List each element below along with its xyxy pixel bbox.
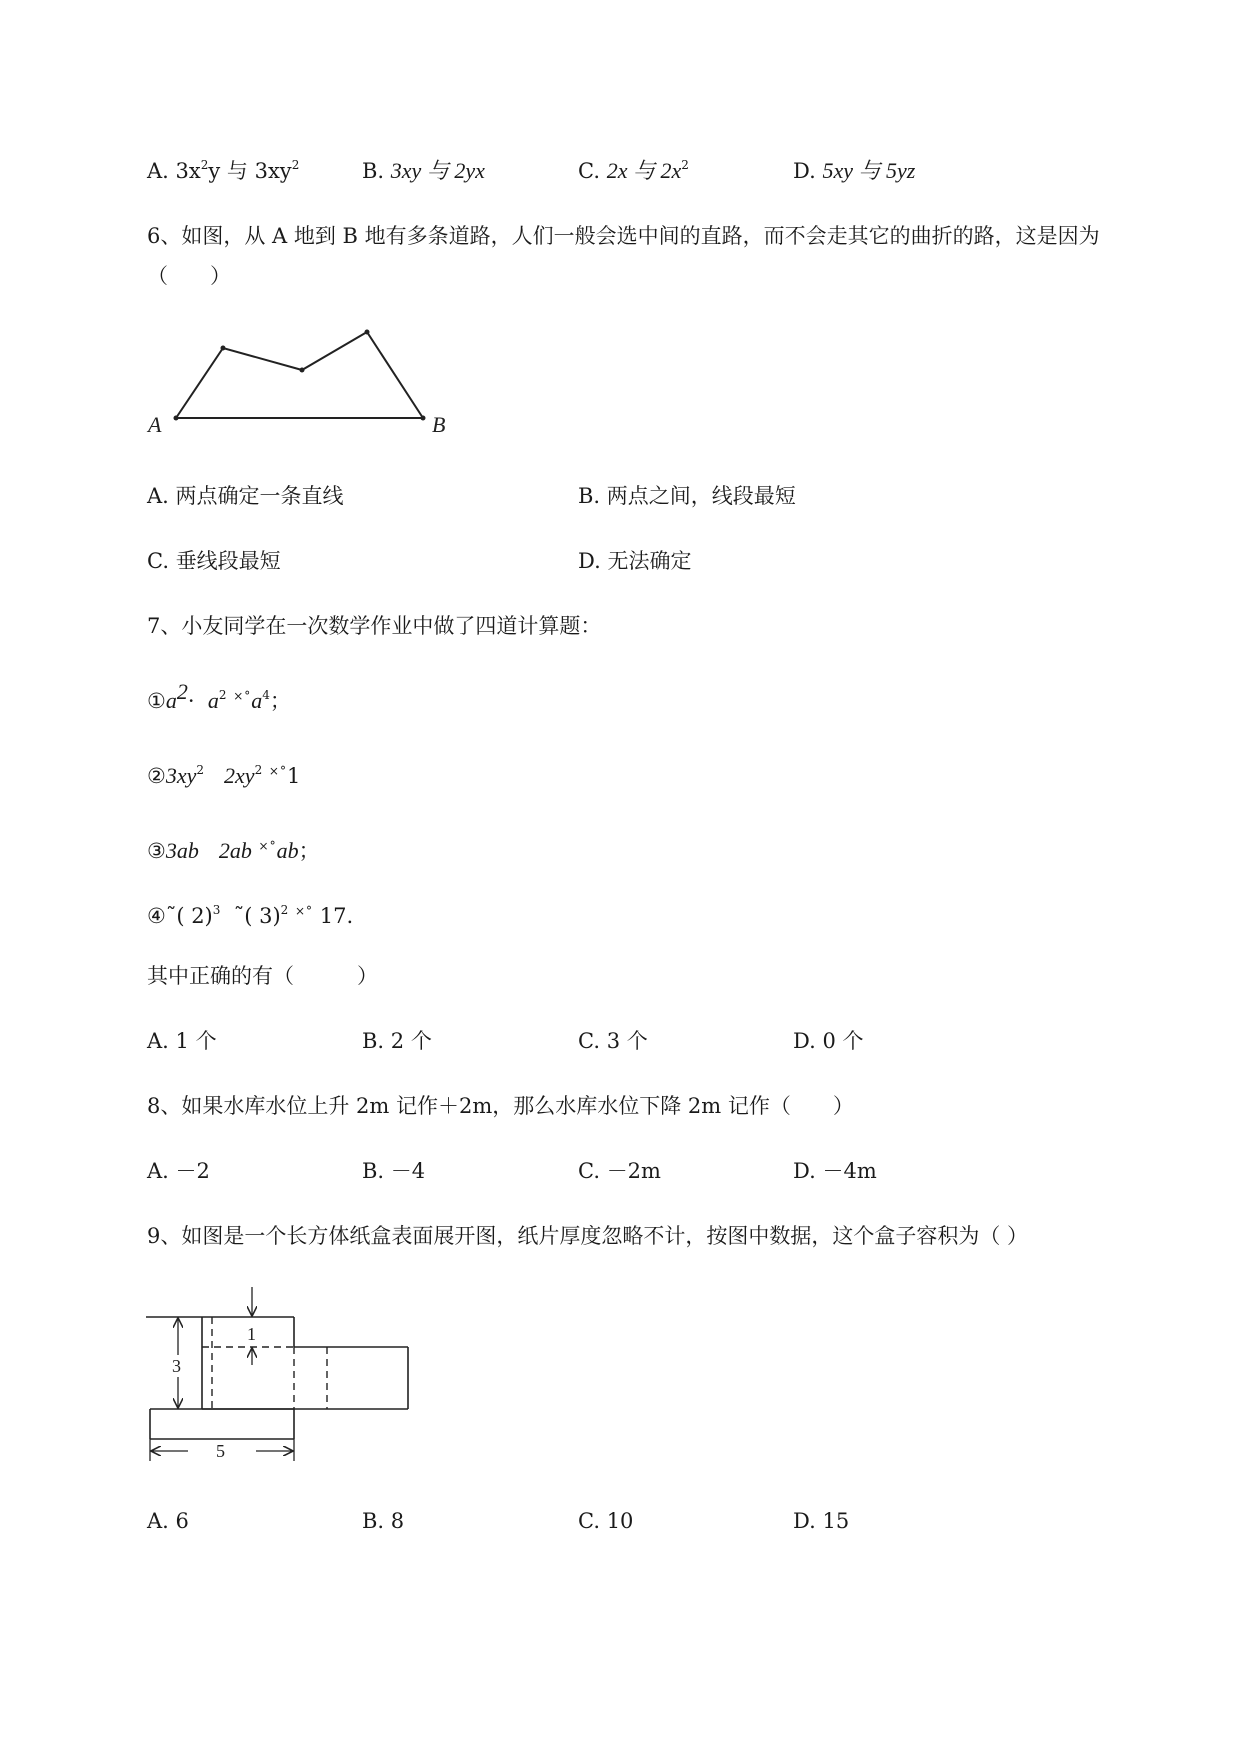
- superscript: 2: [291, 158, 300, 172]
- option-letter: D.: [793, 1029, 816, 1053]
- q7-prompt: 其中正确的有（ ）: [147, 964, 378, 988]
- superscript: 3: [212, 903, 221, 917]
- expr: ˜( 2): [165, 904, 213, 928]
- option-text: －4m: [822, 1159, 877, 1183]
- q6-option-d: [578, 547, 691, 575]
- q8-option-d: [793, 1157, 877, 1185]
- q8-question: 8、如果水库水位上升 2m 记作＋2m，那么水库水位下降 2m 记作（ ）: [147, 1094, 854, 1118]
- option-text: 2x 与 2x: [606, 158, 682, 183]
- option-text: 15: [822, 1509, 850, 1533]
- expr: ˜( 3): [233, 904, 281, 928]
- q9-box-net-figure: [140, 1285, 420, 1470]
- q5-option-b: [362, 157, 485, 185]
- q5-option-a: [147, 157, 299, 185]
- option-letter: C.: [147, 549, 169, 573]
- q6-question-line2: （ ）: [147, 264, 231, 288]
- option-letter: C.: [578, 1029, 600, 1053]
- q6-option-c: [147, 547, 281, 575]
- option-letter: B.: [362, 1509, 385, 1533]
- option-letter: C.: [578, 1159, 600, 1183]
- point-b-label: B: [432, 412, 446, 437]
- option-text: 3xy 与 2yx: [390, 158, 485, 183]
- option-text: 1 个: [175, 1029, 217, 1053]
- option-text: 3x: [175, 159, 201, 183]
- garbled-symbol: ×°: [295, 904, 314, 918]
- q7-item-1: [147, 679, 291, 715]
- garbled-symbol: ×°: [258, 839, 277, 853]
- option-text: 10: [606, 1509, 634, 1533]
- q8-option-b: [362, 1157, 425, 1185]
- q6-option-a: [147, 482, 344, 510]
- garbled-symbol: ×°: [268, 764, 287, 778]
- q8-option-c: [578, 1157, 661, 1185]
- q6-option-b: [578, 482, 796, 510]
- option-letter: C.: [578, 159, 600, 183]
- superscript: 2: [196, 763, 204, 777]
- option-text: 6: [175, 1509, 189, 1533]
- q5-option-c: [578, 157, 689, 185]
- expr: 2xy: [224, 763, 255, 788]
- option-letter: B.: [362, 159, 385, 183]
- q9-option-d: [793, 1507, 849, 1535]
- superscript: 2: [280, 903, 289, 917]
- q7-question: 7、小友同学在一次数学作业中做了四道计算题：: [147, 614, 602, 638]
- option-letter: D.: [793, 1159, 816, 1183]
- expr: 3ab: [165, 838, 199, 863]
- q7-option-a: [147, 1027, 217, 1055]
- option-text: 两点之间，线段最短: [606, 484, 796, 508]
- option-letter: A.: [147, 159, 169, 183]
- option-text: 0 个: [822, 1029, 864, 1053]
- dimension-5-label: 5: [216, 1441, 225, 1461]
- option-text: 无法确定: [607, 549, 692, 573]
- superscript: 2: [218, 688, 227, 702]
- item-number: ①: [147, 689, 166, 713]
- q9-option-c: [578, 1507, 633, 1535]
- option-letter: B.: [362, 1029, 385, 1053]
- q7-item-4: [147, 897, 353, 930]
- superscript: 2: [254, 763, 263, 777]
- option-letter: D.: [793, 159, 816, 183]
- q6-question-line1: 6、如图，从 A 地到 B 地有多条道路，人们一般会选中间的直路，而不会走其它的曲折的路，这是因为: [147, 224, 1100, 248]
- punctuation: ；: [298, 839, 320, 863]
- q9-option-b: [362, 1507, 404, 1535]
- fold-lines: [202, 1317, 327, 1409]
- option-text: 两点确定一条直线: [175, 484, 344, 508]
- q7-item-3: [147, 832, 320, 865]
- q9-option-a: [147, 1507, 189, 1535]
- q6-route-figure: [140, 320, 460, 445]
- q8-option-a: [147, 1157, 210, 1185]
- option-letter: C.: [578, 1509, 600, 1533]
- expr: 3xy: [165, 763, 197, 788]
- option-text: 5xy 与 5yz: [822, 158, 916, 183]
- route-vertex: [174, 416, 179, 421]
- q7-item-2: [147, 757, 300, 790]
- option-letter: A.: [147, 484, 169, 508]
- option-text: y 与 3xy: [208, 159, 292, 183]
- punctuation: ；: [269, 689, 291, 713]
- q9-question: 9、如图是一个长方体纸盒表面展开图，纸片厚度忽略不计，按图中数据，这个盒子容积为（ ）: [147, 1224, 1029, 1248]
- option-text: 垂线段最短: [175, 549, 281, 573]
- net-outline: [146, 1317, 408, 1439]
- expr: a: [251, 688, 263, 713]
- route-vertex: [221, 346, 226, 351]
- q5-option-d: [793, 157, 915, 185]
- expr: ·: [187, 689, 195, 713]
- option-letter: D.: [578, 549, 601, 573]
- option-text: 3 个: [606, 1029, 648, 1053]
- route-vertex: [421, 416, 426, 421]
- expr: a: [207, 688, 219, 713]
- expr: 17: [313, 904, 347, 928]
- expr: 1: [286, 764, 301, 788]
- curved-route: [176, 332, 423, 418]
- item-number: ④: [147, 904, 166, 928]
- q7-option-c: [578, 1027, 648, 1055]
- option-text: －2m: [606, 1159, 661, 1183]
- option-text: 2 个: [390, 1029, 432, 1053]
- expr: ab: [276, 838, 299, 863]
- superscript: 2: [200, 158, 209, 172]
- option-letter: B.: [578, 484, 601, 508]
- option-letter: A.: [147, 1509, 169, 1533]
- q7-option-d: [793, 1027, 864, 1055]
- item-number: ②: [147, 764, 166, 788]
- punctuation: .: [346, 904, 354, 928]
- expr: a: [165, 688, 177, 713]
- point-a-label: A: [148, 412, 162, 437]
- dimension-1-label: 1: [247, 1324, 256, 1344]
- superscript: 2: [176, 679, 188, 704]
- option-letter: B.: [362, 1159, 385, 1183]
- option-letter: A.: [147, 1029, 169, 1053]
- superscript: 4: [262, 688, 270, 702]
- item-number: ③: [147, 839, 166, 863]
- garbled-symbol: ×°: [233, 689, 252, 703]
- expr: 2ab: [218, 838, 252, 863]
- option-text: －2: [175, 1159, 210, 1183]
- option-text: －4: [390, 1159, 426, 1183]
- dimension-3-label: 3: [172, 1356, 181, 1376]
- q7-option-b: [362, 1027, 432, 1055]
- route-vertex: [365, 330, 370, 335]
- option-letter: A.: [147, 1159, 169, 1183]
- option-letter: D.: [793, 1509, 816, 1533]
- superscript: 2: [681, 158, 689, 172]
- option-text: 8: [390, 1509, 405, 1533]
- route-vertex: [300, 368, 305, 373]
